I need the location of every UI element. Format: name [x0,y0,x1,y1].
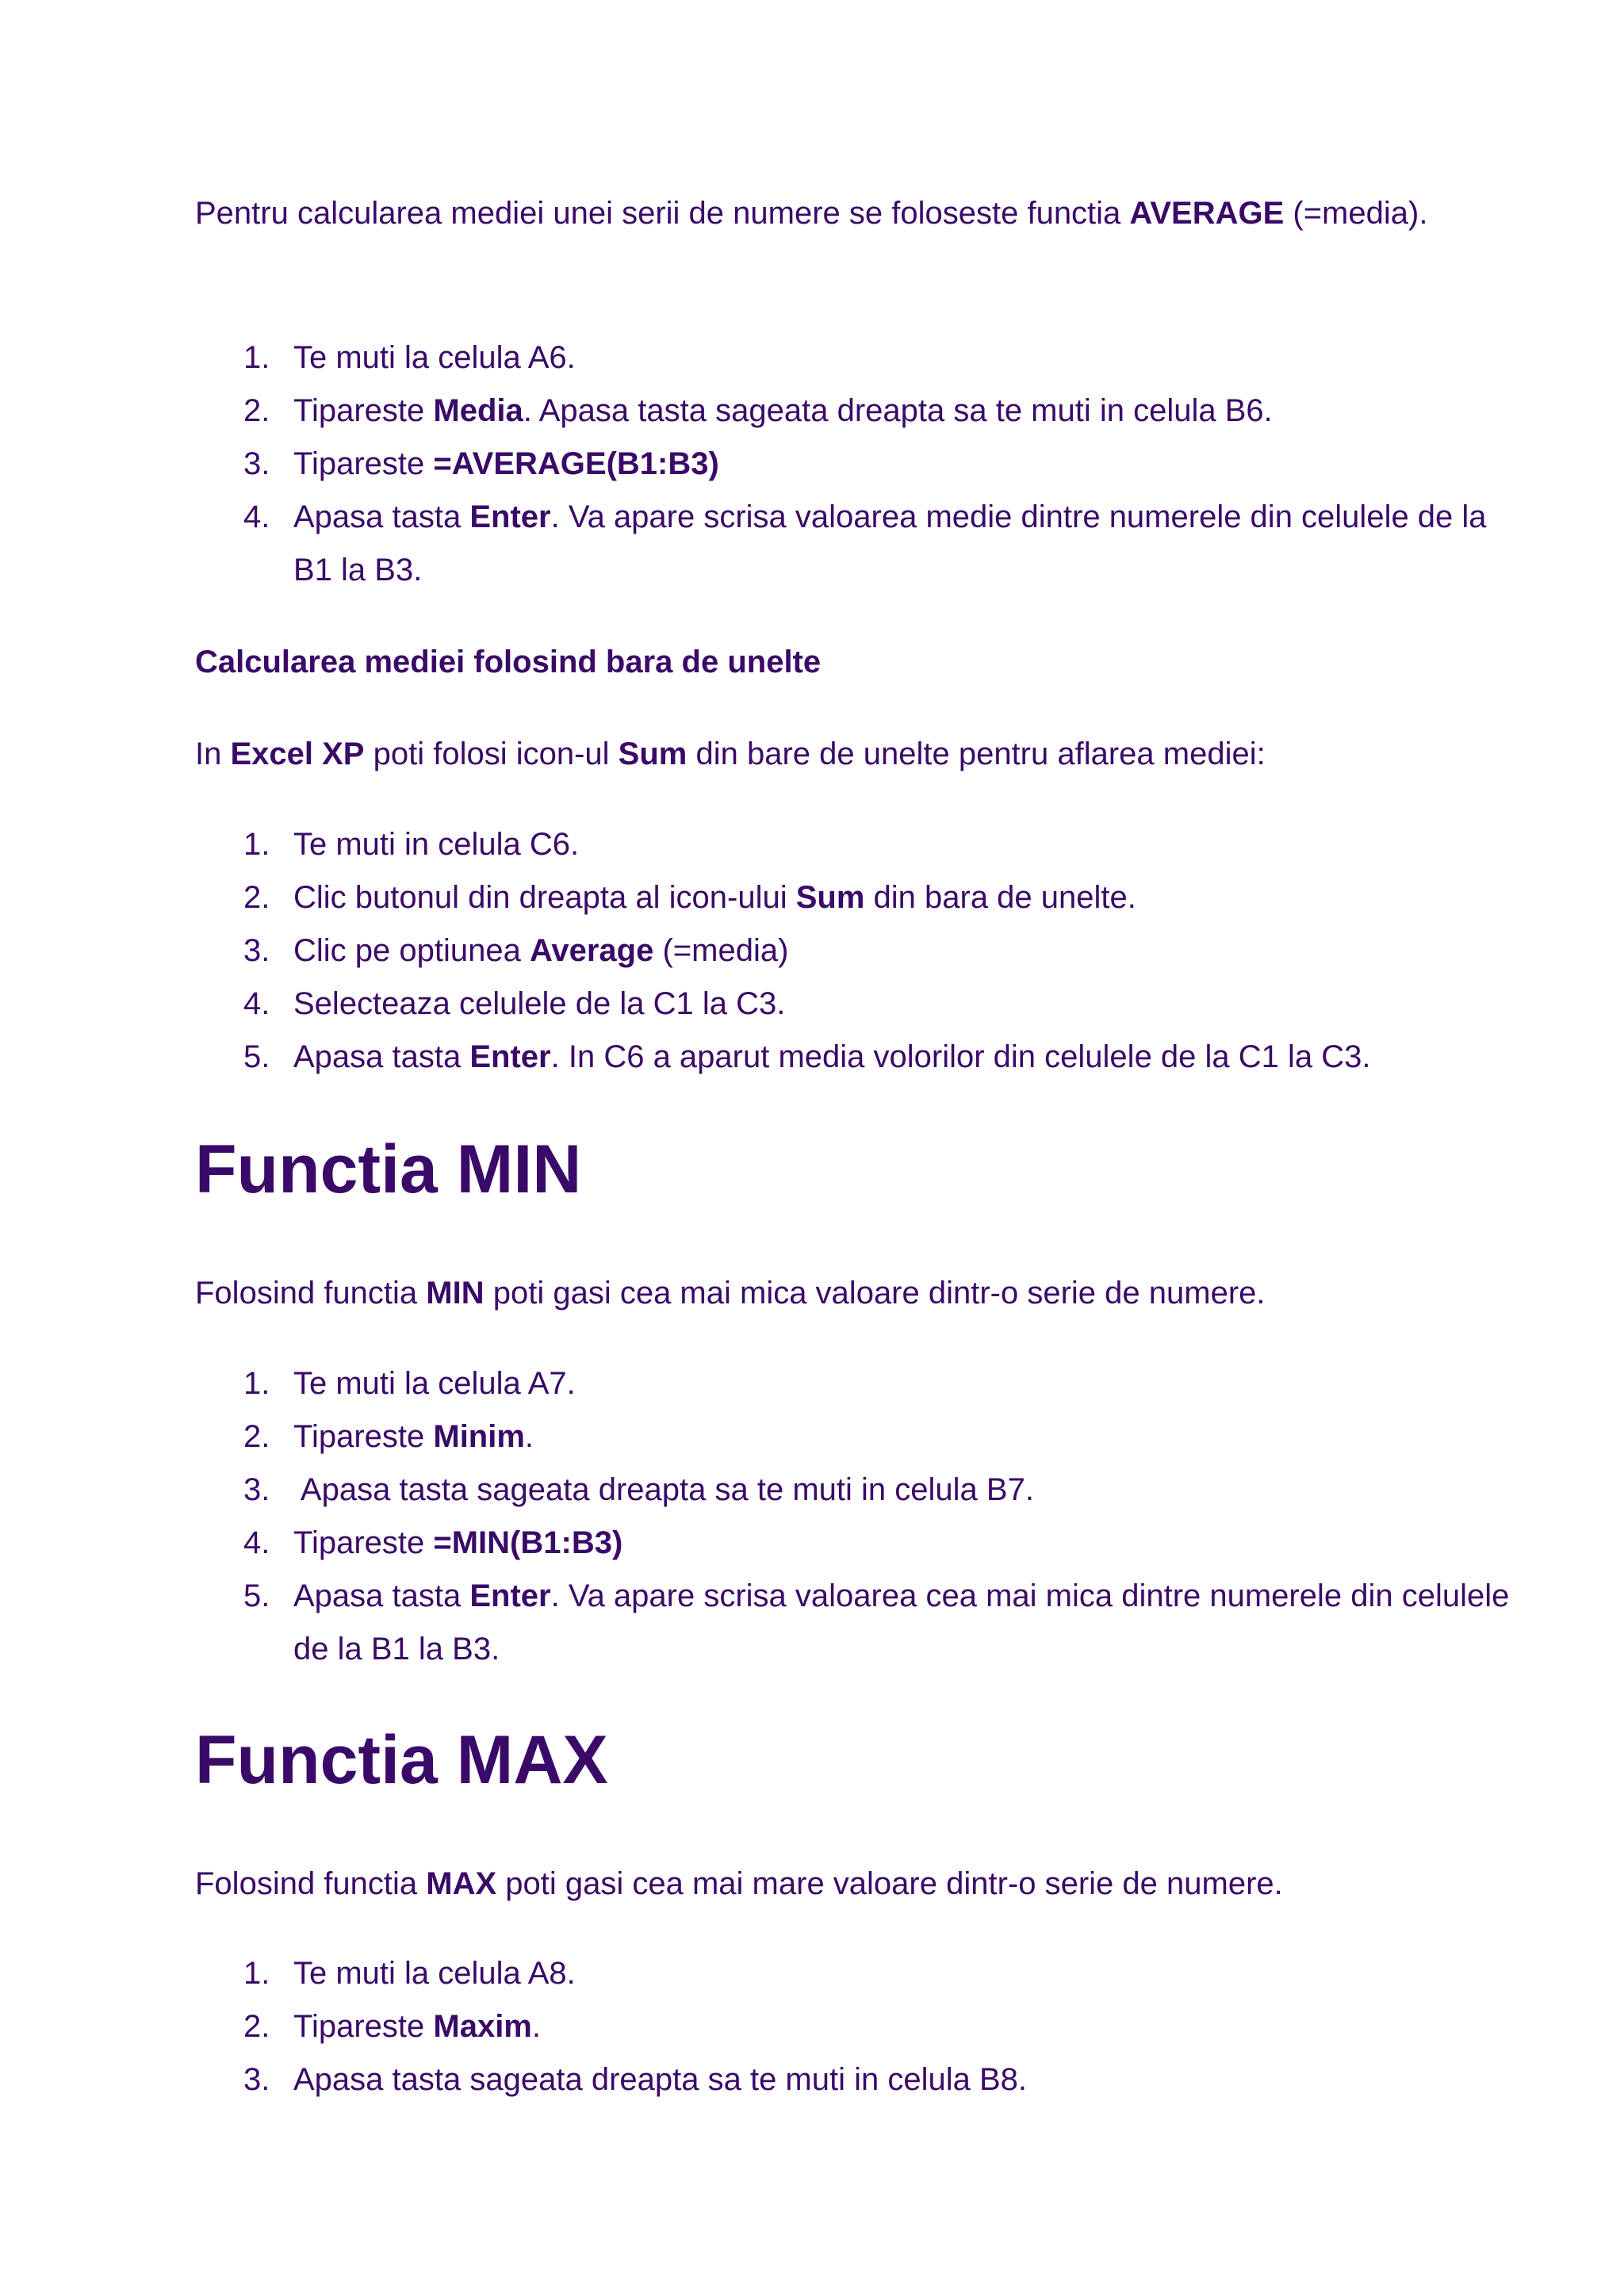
list-item [195,2053,1515,2107]
toolbar-paragraph [195,727,1464,781]
average-steps-list [195,331,1487,597]
step-text-tail: din bara de unelte. [864,880,1136,915]
step-text-tail: . [531,2009,541,2044]
list-number: 1. [243,827,270,862]
list-item [195,978,1515,1031]
step-text: Te muti la celula A6. [293,340,576,375]
intro-text-2: (=media). [1284,196,1428,231]
step-bold: Enter [469,499,551,534]
step-text: Apasa tasta sageata dreapta sa te muti in celula B8. [293,2062,1028,2097]
max-paragraph [195,1857,1464,1911]
toolbar-text-3: din bare de unelte pentru aflarea mediei: [687,737,1266,771]
list-number: 5. [243,1039,270,1074]
list-number: 1. [243,340,270,375]
min-steps-list [195,1357,1510,1676]
step-bold: =AVERAGE(B1:B3) [433,446,719,481]
list-number: 4. [243,986,270,1021]
list-number: 4. [243,499,270,534]
step-text-tail: . Apasa tasta sageata dreapta sa te muti in celula B6. [523,393,1273,428]
step-text: Clic butonul din dreapta al icon-ului [293,880,796,915]
list-number: 4. [243,1525,270,1560]
step-text: Apasa tasta sageata dreapta sa te muti in celula B7. [293,1472,1034,1507]
step-text: Clic pe optiunea [293,933,530,968]
list-item [195,1947,1515,2000]
max-heading: Functia MAX [195,1722,608,1798]
max-text-1: Folosind functia [195,1866,427,1901]
min-paragraph [195,1266,1464,1320]
step-text: Tipareste [293,2009,434,2044]
list-item [195,385,1515,438]
list-number: 1. [243,1956,270,1991]
list-item [195,1517,1515,1570]
list-item [195,818,1515,871]
list-item [195,1031,1515,1084]
step-text: Te muti la celula A7. [293,1366,576,1401]
step-text: Selecteaza celulele de la C1 la C3. [293,986,786,1021]
list-item [195,1570,1515,1676]
min-text-1: Folosind functia [195,1276,427,1311]
list-number: 3. [243,1472,270,1507]
toolbar-subheading: Calcularea mediei folosind bara de unelte [195,645,822,679]
list-number: 1. [243,1366,270,1401]
toolbar-steps-list [195,818,1464,1084]
list-number: 3. [243,933,270,968]
step-text-tail: (=media) [653,933,789,968]
step-text: Apasa tasta [293,1039,470,1074]
list-item [195,1464,1515,1517]
step-bold: Sum [795,880,865,915]
list-item [195,491,1515,597]
list-number: 3. [243,2062,270,2097]
step-text: Apasa tasta [293,499,470,534]
step-text: Te muti in celula C6. [293,827,580,862]
list-item [195,871,1515,924]
toolbar-text-2: poti folosi icon-ul [364,737,619,771]
list-number: 2. [243,2009,270,2044]
step-text-tail: . Va apare scrisa valoarea cea mai mica dintre numerele din celulele de la B1 la B3. [293,1578,1510,1667]
step-bold: Enter [469,1578,551,1613]
step-text: Tipareste [293,393,434,428]
list-number: 2. [243,393,270,428]
step-bold: Minim [433,1419,525,1454]
max-text-2: poti gasi cea mai mare valoare dintr-o serie de numere. [496,1866,1283,1901]
step-text: Te muti la celula A8. [293,1956,576,1991]
min-bold: MIN [426,1276,485,1311]
list-number: 2. [243,880,270,915]
step-text-tail: . [524,1419,534,1454]
step-bold: Maxim [433,2009,532,2044]
toolbar-text-1: In [195,737,231,771]
list-item [195,438,1515,491]
max-steps-list [195,1947,1464,2107]
list-number: 3. [243,446,270,481]
list-number: 2. [243,1419,270,1454]
step-bold: =MIN(B1:B3) [433,1525,623,1560]
list-item [195,1357,1515,1410]
list-item [195,2000,1515,2053]
list-item [195,1410,1515,1464]
list-item [195,331,1515,385]
step-text-tail: . Va apare scrisa valoarea medie dintre numerele din celulele de la B1 la B3. [293,499,1487,587]
max-bold: MAX [426,1866,497,1901]
min-heading: Functia MIN [195,1131,582,1207]
intro-paragraph [195,186,1464,240]
min-text-2: poti gasi cea mai mica valoare dintr-o serie de numere. [484,1276,1266,1311]
step-text: Apasa tasta [293,1578,470,1613]
step-bold: Enter [469,1039,551,1074]
toolbar-bold-excel-xp: Excel XP [230,737,365,771]
toolbar-bold-sum: Sum [618,737,688,771]
list-number: 5. [243,1578,270,1613]
step-text: Tipareste [293,1419,434,1454]
step-text: Tipareste [293,446,434,481]
step-bold: Average [529,933,654,968]
step-text-tail: . In C6 a aparut media volorilor din celulele de la C1 la C3. [550,1039,1371,1074]
list-item [195,924,1515,978]
step-bold: Media [433,393,523,428]
step-text: Tipareste [293,1525,434,1560]
intro-text-1: Pentru calcularea mediei unei serii de numere se foloseste functia [195,196,1130,231]
intro-bold-average: AVERAGE [1129,196,1285,231]
